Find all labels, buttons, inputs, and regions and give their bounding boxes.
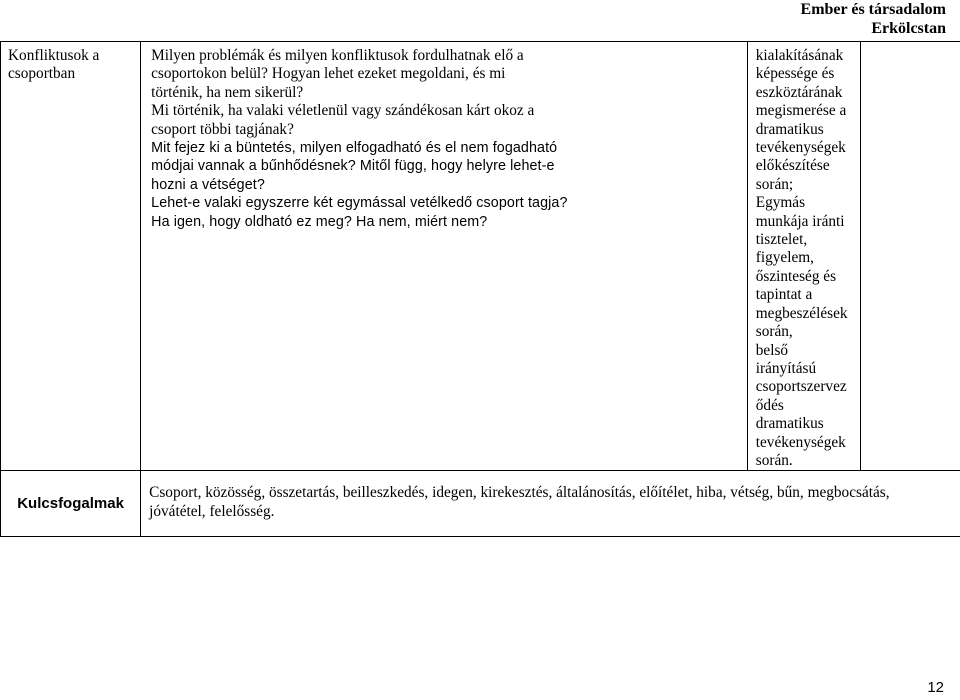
curriculum-table xyxy=(0,41,960,537)
skills-line: tevékenységek xyxy=(755,139,846,157)
question-line: Milyen problémák és milyen konfliktusok fordulhatnak elő a xyxy=(151,47,524,64)
questions-cell xyxy=(141,42,748,471)
keywords-cell xyxy=(141,471,960,537)
question-line: csoportokon belül? Hogyan lehet ezeket megoldani, és mi xyxy=(151,65,506,83)
skills-line: megbeszélések xyxy=(755,304,848,322)
skills-line: megismerése a xyxy=(755,102,847,120)
question-line: hozni a vétséget? xyxy=(151,176,265,193)
topic-line: Konfliktusok a xyxy=(8,47,100,64)
skills-line: során. xyxy=(755,451,793,469)
topic-row xyxy=(1,42,960,471)
subject-area: Ember és társadalom xyxy=(800,1,946,18)
skills-line: csoportszervez xyxy=(755,378,847,396)
question-line: Mit fejez ki a büntetés, milyen elfogadható és el nem fogadható xyxy=(151,140,558,157)
question-line: Lehet-e valaki egyszerre két egymással vetélkedő csoport tagja? xyxy=(151,195,568,212)
skills-line: eszköztárának xyxy=(755,83,843,101)
skills-line: belső xyxy=(755,341,789,359)
skills-line: ődés xyxy=(755,396,784,414)
skills-line: munkája iránti xyxy=(755,212,845,230)
question-line: történik, ha nem sikerül? xyxy=(151,83,304,101)
skills-line: dramatikus xyxy=(755,415,824,433)
skills-line: során; xyxy=(755,175,794,193)
skills-line: tapintat a xyxy=(755,286,813,304)
skills-line: Egymás xyxy=(755,194,806,212)
question-line: módjai vannak a bűnhődésnek? Mitől függ, hogy helyre lehet-e xyxy=(151,158,555,175)
skills-line: előkészítése xyxy=(755,157,830,175)
skills-line: képessége és xyxy=(755,65,835,83)
question-line: Ha igen, hogy oldható ez meg? Ha nem, miért nem? xyxy=(151,213,488,230)
subject-name: Erkölcstan xyxy=(871,20,946,37)
skills-line: során, xyxy=(755,323,793,341)
keywords-label: Kulcsfogalmak xyxy=(1,471,141,537)
topic-line: csoportban xyxy=(8,65,76,83)
keywords-line: Csoport, közösség, összetartás, beilleszkedés, idegen, kirekesztés, általánosítás, előítélet, hiba, vétség, bűn, megbocsátás, xyxy=(149,484,890,502)
keywords-row xyxy=(1,471,960,537)
question-line: csoport többi tagjának? xyxy=(151,120,294,138)
skills-line: kialakításának xyxy=(755,47,844,64)
page-number: 12 xyxy=(927,679,944,696)
skills-line: irányítású xyxy=(755,359,817,377)
skills-cell xyxy=(747,42,860,471)
skills-line: tisztelet, xyxy=(755,231,808,249)
topic-cell xyxy=(1,42,141,471)
page-header xyxy=(801,0,946,38)
skills-line: őszinteség és xyxy=(755,267,837,285)
keywords-line: jóvátétel, felelősség. xyxy=(149,502,275,520)
skills-line: tevékenységek xyxy=(755,433,846,451)
skills-line: dramatikus xyxy=(755,120,824,138)
empty-cell xyxy=(860,42,960,471)
question-line: Mi történik, ha valaki véletlenül vagy szándékosan kárt okoz a xyxy=(151,102,535,120)
skills-line: figyelem, xyxy=(755,249,814,267)
